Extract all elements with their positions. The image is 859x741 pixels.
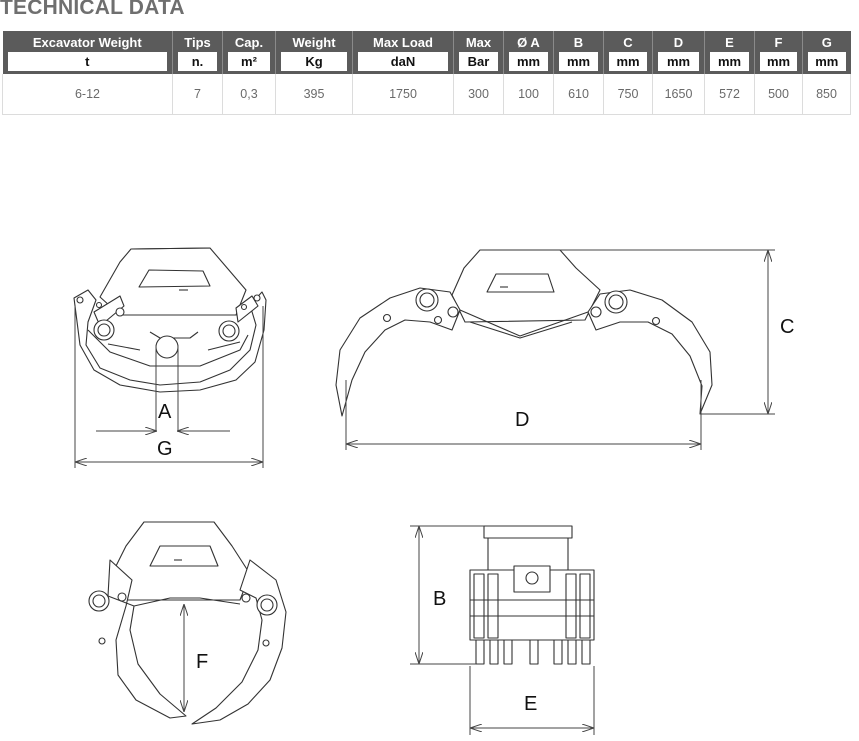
column-unit: m² (228, 52, 270, 71)
table-cell: 395 (276, 74, 353, 115)
grapple-front-view-closed (74, 248, 266, 392)
column-name: G (821, 35, 832, 50)
column-unit: mm (658, 52, 699, 71)
dimension-label-g: G (157, 438, 173, 460)
column-name: Weight (292, 35, 336, 50)
table-cell: 610 (554, 74, 604, 115)
dimension-label-f: F (196, 651, 209, 673)
dimension-label-a: A (158, 401, 172, 423)
section-title: TECHNICAL DATA (0, 0, 185, 19)
column-unit: mm (760, 52, 797, 71)
dimension-label-d: D (515, 409, 530, 431)
column-unit: mm (509, 52, 548, 71)
column-name: B (573, 35, 584, 50)
table-cell: 0,3 (223, 74, 276, 115)
grapple-side-view (89, 522, 286, 724)
column-name: F (774, 35, 783, 50)
column-name: D (673, 35, 684, 50)
table-cell: 572 (705, 74, 755, 115)
grapple-end-view (470, 526, 594, 664)
column-unit: mm (808, 52, 846, 71)
table-cell: 1650 (653, 74, 705, 115)
table-cell: 100 (504, 74, 554, 115)
column-unit: mm (559, 52, 598, 71)
column-name: Max (465, 35, 492, 50)
column-unit: Kg (281, 52, 347, 71)
dimension-label-b: B (433, 588, 447, 610)
column-name: Excavator Weight (32, 35, 142, 50)
column-name: E (725, 35, 734, 50)
column-unit: Bar (459, 52, 498, 71)
table-cell: 750 (604, 74, 653, 115)
column-name: Max Load (373, 35, 433, 50)
column-name: Cap. (234, 35, 264, 50)
table-cell: 1750 (353, 74, 454, 115)
column-name: Tips (184, 35, 211, 50)
table-cell: 6-12 (3, 74, 173, 115)
column-unit: mm (710, 52, 749, 71)
column-unit: daN (358, 52, 448, 71)
table-cell: 7 (173, 74, 223, 115)
column-unit: mm (609, 52, 647, 71)
table-cell: 500 (755, 74, 803, 115)
table-cell: 850 (803, 74, 851, 115)
column-name: Ø A (517, 35, 540, 50)
dimension-label-e: E (524, 693, 538, 715)
column-unit: t (8, 52, 168, 71)
table-cell: 300 (454, 74, 504, 115)
column-unit: n. (178, 52, 217, 71)
dimension-label-c: C (780, 316, 795, 338)
column-name: C (623, 35, 633, 50)
grapple-front-view-open (336, 250, 712, 416)
